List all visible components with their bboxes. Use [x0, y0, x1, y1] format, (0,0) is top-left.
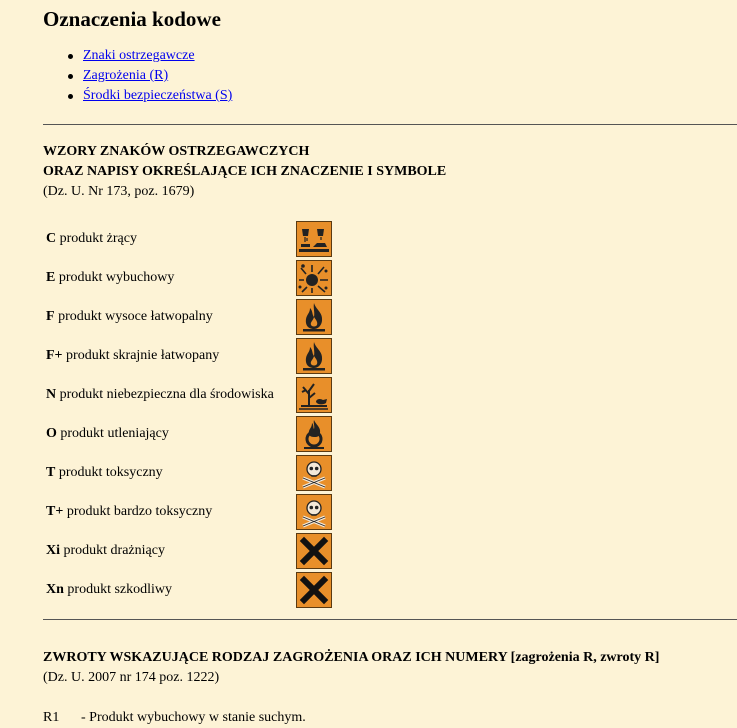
flame-icon [296, 299, 332, 335]
symbol-code: Xi [46, 543, 60, 558]
symbol-code: C [46, 231, 57, 246]
symbol-description: produkt drażniący [63, 543, 165, 558]
symbol-label [46, 542, 165, 560]
risk-phrase-text: - Produkt wybuchowy w stanie suchym. [81, 710, 306, 725]
symbol-code: F [46, 309, 55, 324]
flame-icon [296, 338, 332, 374]
risk-phrase-row [43, 709, 306, 727]
warning-symbols-table [43, 219, 343, 609]
symbol-label [46, 308, 213, 326]
symbol-description: produkt niebezpieczna dla środowiska [59, 387, 274, 402]
cross-icon [296, 533, 332, 569]
symbol-description: produkt wysoce łatwopalny [58, 309, 213, 324]
toc-item-warning-signs [40, 46, 232, 66]
skull-icon [296, 494, 332, 530]
symbol-label [46, 269, 174, 287]
symbol-label [46, 230, 137, 248]
symbol-row [43, 375, 343, 414]
page-title: Oznaczenia kodowe [43, 7, 221, 31]
symbol-label [46, 386, 274, 404]
symbol-row [43, 219, 343, 258]
cross-icon [296, 572, 332, 608]
symbol-row [43, 297, 343, 336]
symbol-description: produkt utleniający [60, 426, 169, 441]
symbol-description: produkt skrajnie łatwopany [66, 348, 220, 363]
symbol-description: produkt szkodliwy [67, 582, 173, 597]
symbol-row [43, 492, 343, 531]
table-of-contents [40, 46, 232, 106]
symbol-row [43, 453, 343, 492]
divider [43, 124, 737, 125]
symbol-code: Xn [46, 582, 64, 597]
corrosive-icon [296, 221, 332, 257]
symbol-code: E [46, 270, 56, 285]
symbol-row [43, 258, 343, 297]
symbol-description: produkt bardzo toksyczny [66, 504, 213, 519]
symbol-row [43, 414, 343, 453]
symbol-code: O [46, 426, 57, 441]
symbol-label [46, 425, 169, 443]
toc-link-warning-signs[interactable]: Znaki ostrzegawcze [83, 48, 195, 63]
explosive-icon [296, 260, 332, 296]
risk-phrase-code: R1 [43, 710, 60, 725]
symbol-row [43, 531, 343, 570]
symbol-label [46, 503, 212, 521]
symbol-label [46, 347, 219, 365]
toc-item-safety [40, 86, 232, 106]
section2-reference: (Dz. U. 2007 nr 174 poz. 1222) [43, 670, 220, 685]
skull-icon [296, 455, 332, 491]
environment-icon [296, 377, 332, 413]
symbol-code: T [46, 465, 56, 480]
symbol-code: N [46, 387, 57, 402]
symbol-label [46, 464, 163, 482]
toc-link-safety[interactable]: Środki bezpieczeństwa (S) [83, 88, 233, 103]
symbol-code: T+ [46, 504, 64, 519]
section2-heading: ZWROTY WSKAZUJĄCE RODZAJ ZAGROŻENIA ORAZ ICH NUMERY [zagrożenia R, zwroty R] [43, 650, 660, 665]
toc-link-hazards[interactable]: Zagrożenia (R) [83, 68, 169, 83]
symbol-label [46, 581, 172, 599]
section1-heading-line2: ORAZ NAPISY OKREŚLAJĄCE ICH ZNACZENIE I SYMBOLE [43, 164, 447, 179]
divider [43, 619, 737, 620]
symbol-description: produkt wybuchowy [58, 270, 175, 285]
section1-reference: (Dz. U. Nr 173, poz. 1679) [43, 184, 195, 199]
symbol-description: produkt toksyczny [58, 465, 163, 480]
symbol-description: produkt żrący [59, 231, 137, 246]
symbol-row [43, 570, 343, 609]
toc-item-hazards [40, 66, 232, 86]
symbol-row [43, 336, 343, 375]
oxidizing-icon [296, 416, 332, 452]
symbol-code: F+ [46, 348, 63, 363]
section1-heading-line1: WZORY ZNAKÓW OSTRZEGAWCZYCH [43, 144, 310, 159]
